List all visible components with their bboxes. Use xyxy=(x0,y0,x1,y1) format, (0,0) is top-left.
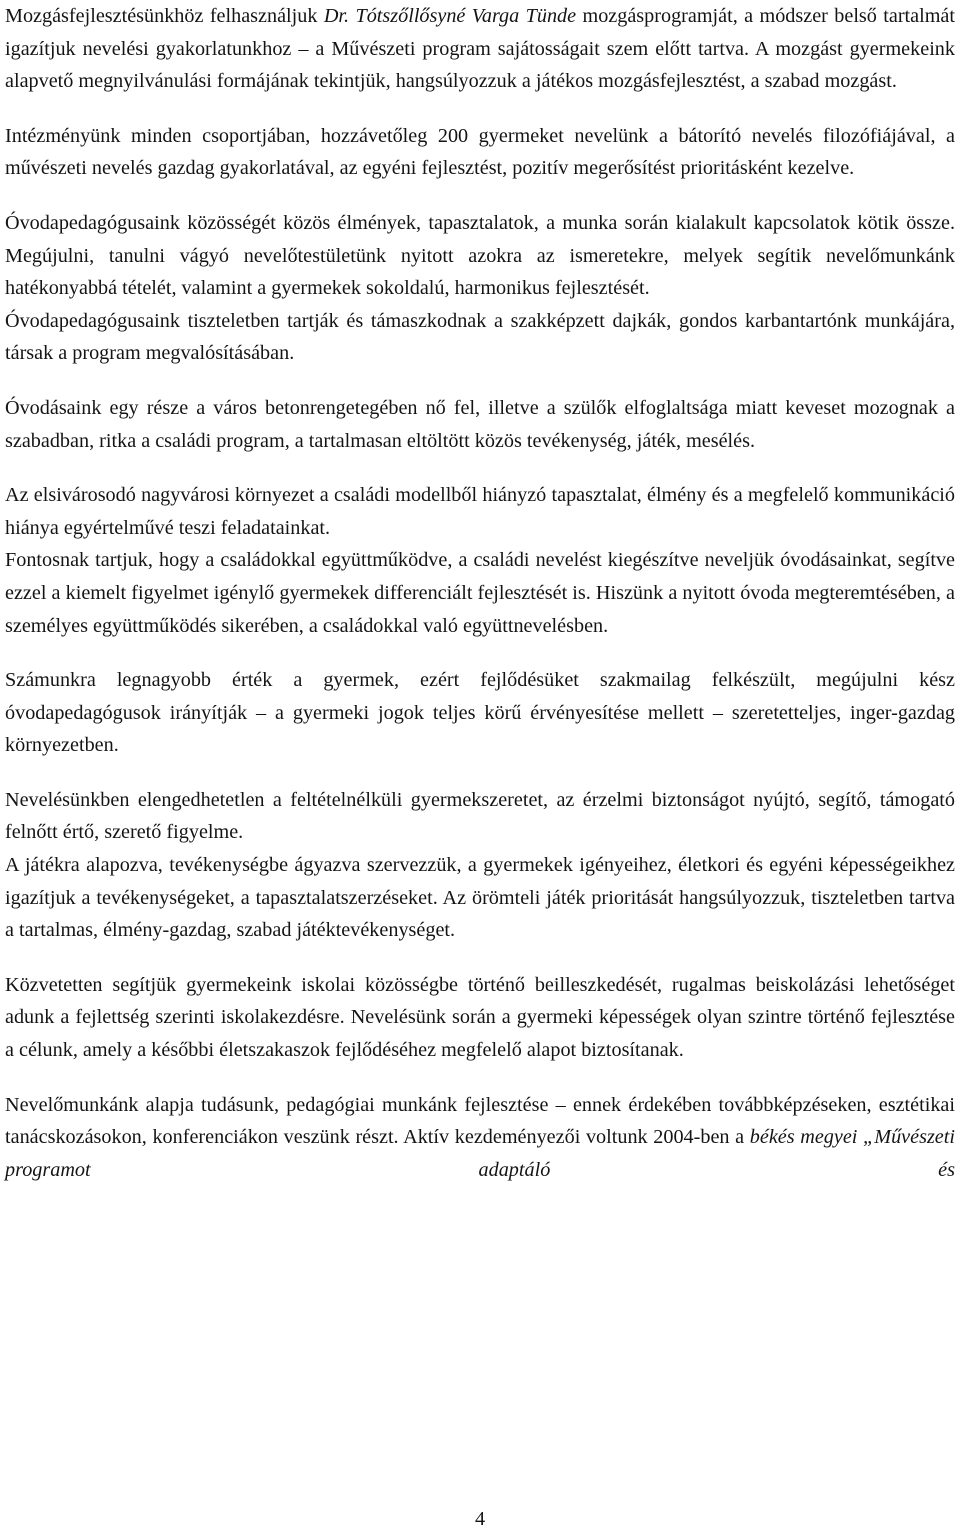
program-reference: békés megyei „Művészeti programot adaptáló és xyxy=(5,1126,955,1181)
paragraph-teachers-community: Óvodapedagógusaink közösségét közös élmények, tapasztalatok, a munka során kialakult kapcsolatok kötik össze. Megújulni, tanulni vágyó nevelőtestületünk nyitott azokra az ismeretekre, melyek segítik nevelőmunkánk hatékonyabbá tételét, valamint a gyermekek sokoldalú, harmonikus fejlesztését. xyxy=(5,211,955,300)
paragraph-teachers-respect: Óvodapedagógusaink tiszteletben tartják és támaszkodnak a szakképzett dajkák, gondos karbantartónk munkájára, társak a program megvalósításában. xyxy=(5,309,955,365)
paragraph-institution: Intézményünk minden csoportjában, hozzávetőleg 200 gyermeket nevelünk a bátorító nevelés filozófiájával, a művészeti nevelés gazdag gyakorlatával, az egyéni fejlesztést, pozitív megerősítést prioritásként kezelve. xyxy=(5,124,955,180)
paragraph-children-environment: Óvodásaink egy része a város betonrengetegében nő fel, illetve a szülők elfoglaltsága miatt keveset mozognak a szabadban, ritka a családi program, a tartalmasan eltöltött közös tevékenység, játék, mesélés. xyxy=(5,396,955,452)
text-segment: mozgásprogramját, a módszer belső tartalmát igazítjuk nevelési gyakorlatunkhoz – a Művészeti program sajátosságait szem előtt tartva. A mozgást gyermekeink alapvető megnyilvánulási formájának tekintjük, hangsúlyozzuk a játékos mozgásfejlesztést, a szabad mozgást. xyxy=(5,5,956,93)
text-segment: Mozgásfejlesztésünkhöz felhasználjuk xyxy=(5,5,324,27)
paragraph-professional-development xyxy=(5,1089,955,1187)
paragraph-child-value: Számunkra legnagyobb érték a gyermek, ezért fejlődésüket szakmailag felkészült, megújulni kész óvodapedagógusok irányítják – a gyermeki jogok teljes körű érvényesítése mellett – szeretetteljes, inger-gazdag környezetben. xyxy=(5,669,955,757)
document-page xyxy=(5,0,955,1186)
paragraph-family-cooperation: Fontosnak tartjuk, hogy a családokkal együttműködve, a családi nevelést kiegészítve neveljük óvodásainkat, segítve ezzel a kiemelt figyelmet igénylő gyermekek differenciált fejlesztését is. Hiszünk a nyitott óvoda megteremtésében, a személyes együttműködés sikerében, a családokkal való együttnevelésben. xyxy=(5,549,955,637)
paragraph-urban-environment: Az elsivárosodó nagyvárosi környezet a családi modellből hiányzó tapasztalat, élmény és a megfelelő kommunikáció hiánya egyértelművé teszi feladatainkat. xyxy=(5,484,955,539)
page-number: 4 xyxy=(474,1508,486,1530)
text-segment: Nevelőmunkánk alapja tudásunk, pedagógiai munkánk fejlesztése – ennek érdekében továbbképzéseken, esztétikai tanácskozásokon, konferenciákon veszünk részt. Aktív kezdeményezői voltunk 2004-ben a xyxy=(5,1093,955,1149)
paragraph-school-readiness: Közvetetten segítjük gyermekeink iskolai közösségbe történő beilleszkedését, rugalmas beiskolázási lehetőséget adunk a fejlettség szerinti iskolakezdésre. Nevelésünk során a gyermeki képességek olyan szintre történő fejlesztése a célunk, amely a későbbi életszakaszok fejlődéséhez megfelelő alapot biztosítanak. xyxy=(5,973,955,1062)
paragraph-unconditional-love: Nevelésünkben elengedhetetlen a feltételnélküli gyermekszeretet, az érzelmi biztonságot nyújtó, segítő, támogató felnőtt értő, szerető figyelme. xyxy=(5,788,955,844)
author-name: Dr. Tótszőllősyné Varga Tünde xyxy=(323,5,577,27)
paragraph-play-activities: A játékra alapozva, tevékenységbe ágyazva szervezzük, a gyermekek igényeihez, életkori és egyéni képességeikhez igazítjuk a tevékenységeket, a tapasztalatszerzéseket. Az örömteli játék prioritását hangsúlyozzuk, tiszteletben tartva a tartalmas, élmény-gazdag, szabad játéktevékenységet. xyxy=(5,854,955,942)
paragraph-movement-development xyxy=(5,0,955,98)
